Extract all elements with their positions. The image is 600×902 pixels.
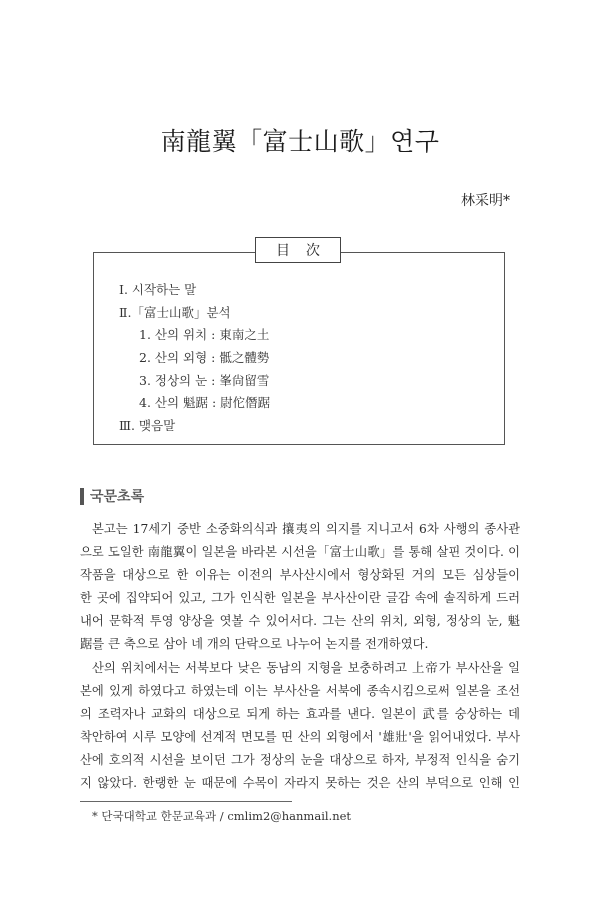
toc-item: Ⅱ.「富士山歌」분석	[119, 304, 231, 320]
toc-item: Ⅰ. 시작하는 말	[119, 282, 197, 297]
abstract-line: 산에 호의적 시선을 보이던 그가 정상의 눈을 대상으로 하자, 부정적 인식을 숨기	[80, 752, 520, 767]
abstract-line: 한 곳에 집약되어 있고, 그가 인식한 일본을 부사산이란 글감 속에 솔직하게 드러	[80, 591, 520, 606]
section-marker-bar	[80, 488, 84, 505]
toc-heading-right: 次	[306, 243, 320, 259]
abstract-line: 산의 위치에서는 서북보다 낮은 동남의 지형을 보충하려고 上帝가 부사산을 일	[92, 660, 520, 675]
toc-heading-left: 目	[276, 243, 290, 259]
abstract-line: 지 않았다. 한랭한 눈 때문에 수목이 자라지 못하는 것은 산의 부덕으로 인해 인	[80, 776, 520, 791]
abstract-line: 踞를 큰 축으로 삼아 네 개의 단락으로 나누어 논지를 전개하였다.	[80, 637, 429, 652]
toc-item: Ⅲ. 맺음말	[119, 418, 176, 434]
abstract-line: 착안하여 시루 모양에 선계적 면모를 띤 산의 외형에서 '雄壯'을 읽어내었다. 부사	[80, 729, 520, 744]
abstract-line: 본고는 17세기 중반 소중화의식과 攘夷의 의지를 지니고서 6차 사행의 종사관	[92, 522, 520, 536]
footnote-rule	[80, 801, 292, 802]
footnote: * 단국대학교 한문교육과 / cmlim2@hanmail.net	[92, 809, 352, 823]
abstract-body	[80, 518, 520, 795]
toc-subitem: 3. 정상의 눈 : 峯尙留雪	[139, 372, 270, 388]
abstract-line: 작품을 대상으로 한 이유는 이전의 부사산시에서 형상화된 거의 모든 심상들이	[80, 568, 520, 583]
abstract-section-heading	[80, 486, 144, 506]
author-name: 林采明*	[461, 193, 510, 209]
abstract-line: 본에 있게 하였다고 하였는데 이는 부사산을 서북에 종속시킴으로써 일본을 조선	[80, 683, 520, 698]
abstract-line: 내어 문학적 투영 양상을 엿볼 수 있어서다. 그는 산의 위치, 외형, 정상의 눈, 魁	[80, 614, 520, 629]
toc-subitem: 4. 산의 魁踞 : 尉佗僭踞	[139, 395, 271, 411]
paper-title: 南龍翼「富士山歌」연구	[160, 127, 440, 156]
toc-subitem: 1. 산의 위치 : 東南之土	[139, 327, 270, 343]
abstract-line: 의 조력자나 교화의 대상으로 되게 하는 효과를 낸다. 일본이 武를 숭상하는 데	[80, 706, 520, 721]
toc-subitem: 2. 산의 외형 : 骶之體勢	[139, 350, 270, 366]
toc-heading	[255, 237, 341, 263]
abstract-line: 으로 도일한 南龍翼이 일본을 바라본 시선을「富士山歌」를 통해 살핀 것이다. 이	[80, 545, 520, 560]
section-title: 국문초록	[90, 489, 145, 505]
toc-list	[119, 279, 270, 438]
